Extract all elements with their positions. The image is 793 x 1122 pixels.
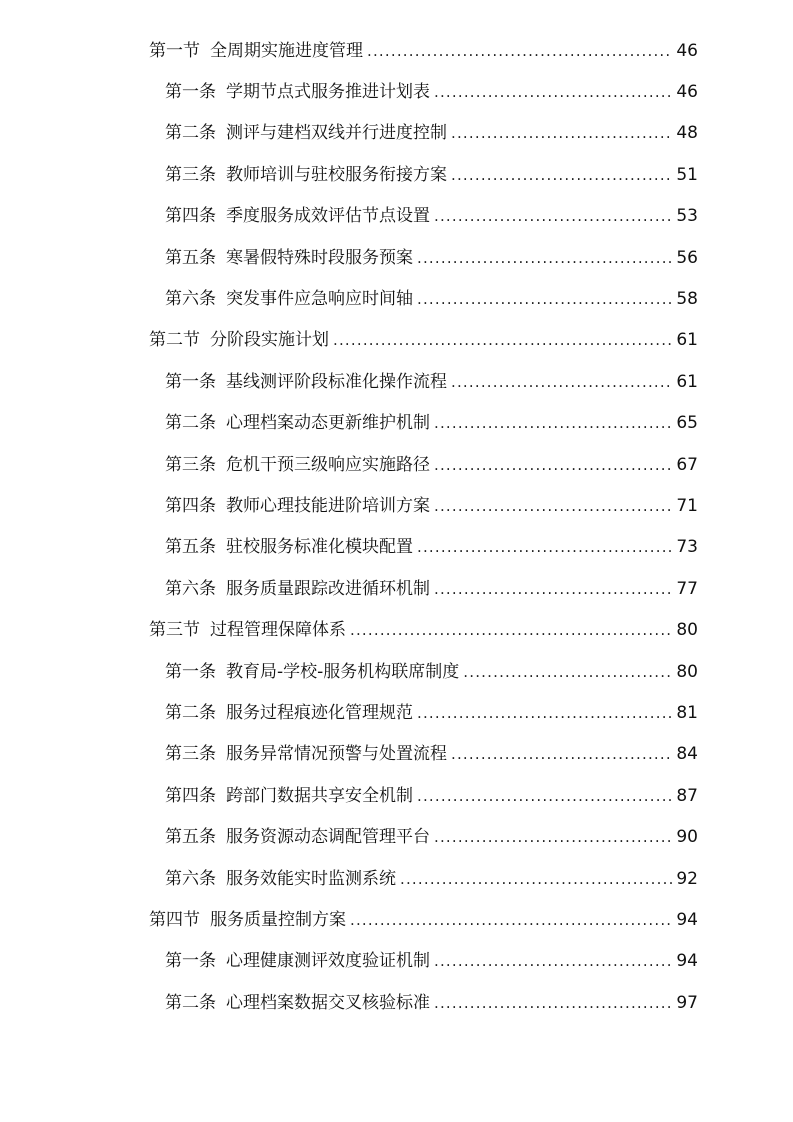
toc-dot-leader bbox=[434, 455, 672, 475]
toc-entry-number: 第六条 bbox=[165, 578, 216, 599]
toc-entry-page: 81 bbox=[676, 702, 698, 723]
toc-entry-title: 服务效能实时监测系统 bbox=[226, 868, 396, 889]
toc-dot-leader bbox=[434, 993, 672, 1013]
toc-entry-title: 测评与建档双线并行进度控制 bbox=[226, 123, 447, 144]
toc-dot-leader bbox=[451, 165, 672, 185]
toc-entry-title: 教育局-学校-服务机构联席制度 bbox=[226, 661, 460, 682]
toc-dot-leader bbox=[451, 744, 672, 764]
toc-entry-number: 第二条 bbox=[165, 123, 216, 144]
toc-dot-leader bbox=[434, 579, 672, 599]
toc-entry-number: 第一条 bbox=[165, 82, 216, 103]
toc-dot-leader bbox=[451, 372, 672, 392]
toc-entry-title: 服务过程痕迹化管理规范 bbox=[226, 702, 413, 723]
toc-entry-number: 第二条 bbox=[165, 992, 216, 1013]
toc-entry-title: 教师培训与驻校服务衔接方案 bbox=[226, 164, 447, 185]
toc-entry-page: 56 bbox=[676, 247, 698, 268]
toc-dot-leader bbox=[367, 41, 672, 61]
toc-entry-title: 过程管理保障体系 bbox=[210, 620, 346, 641]
toc-entry-title: 服务质量控制方案 bbox=[210, 909, 346, 930]
toc-dot-leader bbox=[417, 786, 672, 806]
toc-dot-leader bbox=[350, 620, 672, 640]
toc-entry-page: 58 bbox=[676, 289, 698, 310]
toc-entry-title: 全周期实施进度管理 bbox=[210, 40, 363, 61]
toc-entry-number: 第四条 bbox=[165, 206, 216, 227]
toc-entry-title: 驻校服务标准化模块配置 bbox=[226, 537, 413, 558]
toc-article-entry[interactable] bbox=[0, 941, 698, 982]
toc-entry-number: 第一条 bbox=[165, 951, 216, 972]
toc-article-entry[interactable] bbox=[0, 444, 698, 485]
toc-entry-title: 心理档案数据交叉核验标准 bbox=[226, 992, 430, 1013]
toc-entry-number: 第三条 bbox=[165, 164, 216, 185]
toc-article-entry[interactable] bbox=[0, 816, 698, 857]
toc-entry-page: 67 bbox=[676, 454, 698, 475]
toc-entry-number: 第六条 bbox=[165, 868, 216, 889]
toc-article-entry[interactable] bbox=[0, 113, 698, 154]
toc-article-entry[interactable] bbox=[0, 485, 698, 526]
toc-entry-number: 第三条 bbox=[165, 744, 216, 765]
toc-entry-title: 教师心理技能进阶培训方案 bbox=[226, 495, 430, 516]
toc-entry-number: 第五条 bbox=[165, 247, 216, 268]
toc-dot-leader bbox=[417, 537, 672, 557]
toc-entry-title: 分阶段实施计划 bbox=[210, 330, 329, 351]
toc-entry-number: 第二节 bbox=[149, 330, 200, 351]
toc-entry-title: 跨部门数据共享安全机制 bbox=[226, 785, 413, 806]
toc-entry-page: 94 bbox=[676, 951, 698, 972]
toc-entry-page: 84 bbox=[676, 744, 698, 765]
toc-article-entry[interactable] bbox=[0, 237, 698, 278]
toc-dot-leader bbox=[400, 869, 672, 889]
toc-entry-number: 第四条 bbox=[165, 785, 216, 806]
toc-entry-title: 心理健康测评效度验证机制 bbox=[226, 951, 430, 972]
toc-section-entry[interactable] bbox=[0, 320, 698, 361]
toc-section-entry[interactable] bbox=[0, 609, 698, 650]
toc-entry-number: 第四节 bbox=[149, 909, 200, 930]
toc-section-entry[interactable] bbox=[0, 899, 698, 940]
toc-entry-page: 87 bbox=[676, 785, 698, 806]
toc-entry-number: 第四条 bbox=[165, 495, 216, 516]
toc-article-entry[interactable] bbox=[0, 651, 698, 692]
toc-entry-page: 65 bbox=[676, 413, 698, 434]
toc-entry-number: 第一节 bbox=[149, 40, 200, 61]
toc-entry-page: 92 bbox=[676, 868, 698, 889]
toc-article-entry[interactable] bbox=[0, 154, 698, 195]
toc-dot-leader bbox=[350, 910, 672, 930]
toc-entry-page: 80 bbox=[676, 661, 698, 682]
toc-dot-leader bbox=[463, 662, 672, 682]
toc-entry-number: 第六条 bbox=[165, 289, 216, 310]
toc-entry-page: 61 bbox=[676, 371, 698, 392]
toc-entry-page: 53 bbox=[676, 206, 698, 227]
toc-entry-title: 季度服务成效评估节点设置 bbox=[226, 206, 430, 227]
toc-entry-title: 基线测评阶段标准化操作流程 bbox=[226, 371, 447, 392]
toc-dot-leader bbox=[417, 248, 672, 268]
toc-entry-page: 71 bbox=[676, 495, 698, 516]
toc-entry-page: 46 bbox=[676, 82, 698, 103]
toc-section-entry[interactable] bbox=[0, 30, 698, 71]
toc-dot-leader bbox=[451, 123, 672, 143]
toc-entry-page: 94 bbox=[676, 909, 698, 930]
toc-article-entry[interactable] bbox=[0, 403, 698, 444]
toc-entry-title: 心理档案动态更新维护机制 bbox=[226, 413, 430, 434]
toc-article-entry[interactable] bbox=[0, 527, 698, 568]
toc-entry-number: 第五条 bbox=[165, 537, 216, 558]
toc-entry-page: 90 bbox=[676, 827, 698, 848]
toc-entry-page: 46 bbox=[676, 40, 698, 61]
toc-dot-leader bbox=[434, 413, 672, 433]
toc-dot-leader bbox=[434, 82, 672, 102]
toc-article-entry[interactable] bbox=[0, 196, 698, 237]
toc-article-entry[interactable] bbox=[0, 71, 698, 112]
toc-article-entry[interactable] bbox=[0, 858, 698, 899]
toc-dot-leader bbox=[333, 330, 672, 350]
toc-entry-number: 第一条 bbox=[165, 371, 216, 392]
toc-article-entry[interactable] bbox=[0, 734, 698, 775]
toc-dot-leader bbox=[434, 951, 672, 971]
toc-entry-title: 服务资源动态调配管理平台 bbox=[226, 827, 430, 848]
toc-entry-page: 73 bbox=[676, 537, 698, 558]
toc-entry-page: 97 bbox=[676, 992, 698, 1013]
toc-entry-title: 危机干预三级响应实施路径 bbox=[226, 454, 430, 475]
toc-entry-number: 第一条 bbox=[165, 661, 216, 682]
toc-article-entry[interactable] bbox=[0, 692, 698, 733]
toc-entry-page: 61 bbox=[676, 330, 698, 351]
toc-article-entry[interactable] bbox=[0, 361, 698, 402]
toc-entry-page: 80 bbox=[676, 620, 698, 641]
toc-dot-leader bbox=[417, 289, 672, 309]
toc-dot-leader bbox=[434, 496, 672, 516]
toc-entry-number: 第二条 bbox=[165, 413, 216, 434]
toc-entry-title: 突发事件应急响应时间轴 bbox=[226, 289, 413, 310]
toc-article-entry[interactable] bbox=[0, 278, 698, 319]
toc-entry-title: 服务质量跟踪改进循环机制 bbox=[226, 578, 430, 599]
toc-article-entry[interactable] bbox=[0, 568, 698, 609]
table-of-contents bbox=[0, 30, 793, 1023]
toc-dot-leader bbox=[434, 206, 672, 226]
toc-dot-leader bbox=[417, 703, 672, 723]
toc-entry-number: 第五条 bbox=[165, 827, 216, 848]
toc-dot-leader bbox=[434, 827, 672, 847]
toc-entry-page: 48 bbox=[676, 123, 698, 144]
toc-entry-number: 第二条 bbox=[165, 702, 216, 723]
toc-article-entry[interactable] bbox=[0, 982, 698, 1023]
toc-entry-page: 51 bbox=[676, 164, 698, 185]
toc-entry-title: 服务异常情况预警与处置流程 bbox=[226, 744, 447, 765]
toc-entry-title: 寒暑假特殊时段服务预案 bbox=[226, 247, 413, 268]
toc-entry-number: 第三节 bbox=[149, 620, 200, 641]
toc-entry-number: 第三条 bbox=[165, 454, 216, 475]
toc-entry-page: 77 bbox=[676, 578, 698, 599]
toc-article-entry[interactable] bbox=[0, 775, 698, 816]
toc-entry-title: 学期节点式服务推进计划表 bbox=[226, 82, 430, 103]
